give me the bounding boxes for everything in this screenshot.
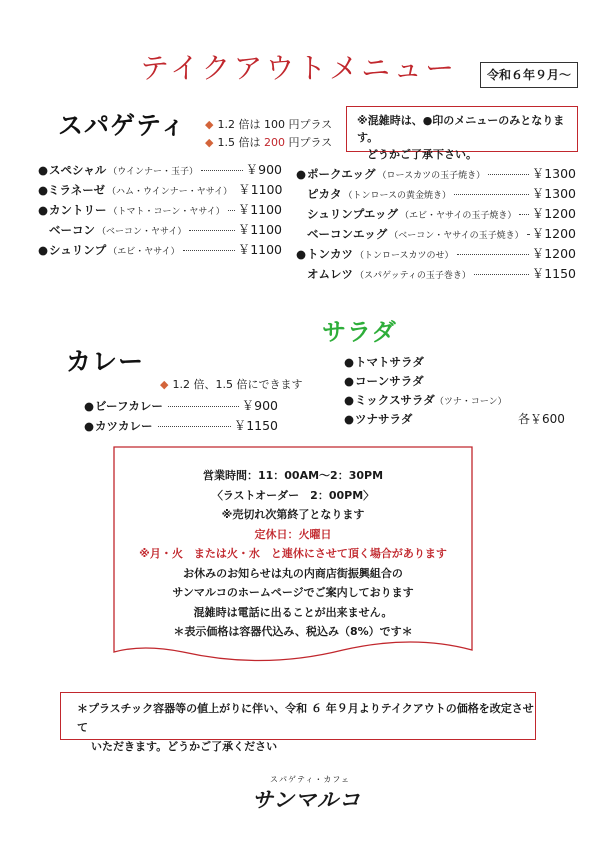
spaghetti-item-price: ￥1100 xyxy=(237,242,282,257)
busy-note-line2: どうかご了承下さい。 xyxy=(367,148,477,161)
egg-dish-item-detail: （ロースカツの玉子焼き） xyxy=(377,171,486,181)
sold-out-note: ※売切れ次第終了となります xyxy=(221,508,365,521)
bullet-mark: ● xyxy=(38,243,49,257)
spaghetti-item-name: ミラネーゼ xyxy=(48,183,105,197)
busy-note-line1: ※混雑時は、●印のメニューのみとなります。 xyxy=(357,114,565,144)
egg-dish-item-detail: （スパゲッティの玉子巻き） xyxy=(355,271,471,281)
egg-dish-item-name: トンカツ xyxy=(307,247,353,261)
egg-dish-item-price: ￥1200 xyxy=(531,246,576,261)
egg-dish-item-detail: （エビ・ヤサイの玉子焼き） xyxy=(399,211,517,221)
leader-dots xyxy=(201,170,243,171)
bullet-mark: ● xyxy=(38,183,49,197)
info-line-2: サンマルコのホームページでご案内しております xyxy=(172,586,414,599)
spaghetti-option-1: ◆ 1.2 倍は 100 円プラス xyxy=(205,118,333,131)
bullet-mark: ● xyxy=(344,355,355,369)
salad-item xyxy=(344,411,412,427)
page-title: テイクアウトメニュー xyxy=(140,51,458,85)
spaghetti-item xyxy=(38,240,282,258)
notice-line-2: いただきます。どうかご了承ください xyxy=(91,740,278,753)
egg-dish-item-name: オムレツ xyxy=(307,267,353,281)
spaghetti-item-name: ベーコン xyxy=(49,223,95,237)
egg-dish-item xyxy=(296,164,576,182)
egg-dish-item-name: ベーコンエッグ xyxy=(307,227,388,241)
salad-price: 各￥600 xyxy=(518,412,565,426)
leader-dots xyxy=(527,234,529,235)
spaghetti-item-detail: （ウインナー・玉子） xyxy=(108,167,199,177)
curry-item xyxy=(84,416,278,434)
spaghetti-option-2: ◆ 1.5 倍は 200 円プラス xyxy=(205,136,333,149)
curry-item xyxy=(84,396,278,414)
closed-day-note: ※月・火 または火・水 と連休にさせて頂く場合があります xyxy=(139,547,447,560)
salad-item-name: トマトサラダ xyxy=(355,355,424,369)
notice-line-1: ＊プラスチック容器等の値上がりに伴い、令和 ６ 年９月よりテイクアウトの価格を改定させて xyxy=(77,702,534,734)
leader-dots xyxy=(228,210,235,211)
egg-dish-item-name: ピカタ xyxy=(307,187,342,201)
egg-dish-item xyxy=(296,264,576,282)
spaghetti-item-name: スペシャル xyxy=(49,163,107,177)
curry-heading: カレー xyxy=(66,347,145,376)
leader-dots xyxy=(183,250,235,251)
curry-item-name: カツカレー xyxy=(95,419,153,433)
spaghetti-item-detail: （エビ・ヤサイ） xyxy=(108,247,180,257)
spaghetti-item-price: ￥1100 xyxy=(237,222,282,237)
info-line-1: お休みのお知らせは丸の内商店街振興組合の xyxy=(183,566,403,580)
egg-dish-item-price: ￥1150 xyxy=(531,266,576,281)
bullet-mark: ● xyxy=(344,393,355,407)
curry-item-name: ビーフカレー xyxy=(95,399,163,413)
leader-dots xyxy=(519,214,528,215)
salad-item xyxy=(344,392,507,408)
spaghetti-item-price: ￥1100 xyxy=(238,182,283,197)
egg-dish-item-name: シュリンプエッグ xyxy=(307,207,398,221)
egg-dish-item xyxy=(296,184,576,202)
egg-dish-item-price: ￥1300 xyxy=(531,166,576,181)
egg-dish-item xyxy=(296,224,576,242)
spaghetti-item xyxy=(38,220,282,238)
diamond-icon: ◆ xyxy=(205,136,214,149)
bullet-mark: ● xyxy=(344,412,355,426)
salad-heading: サラダ xyxy=(322,318,397,346)
closed-day: 定休日：火曜日 xyxy=(254,527,332,541)
salad-item xyxy=(344,354,424,370)
salad-item-detail: （ツナ・コーン） xyxy=(434,397,507,407)
salad-item-name: コーンサラダ xyxy=(355,374,424,388)
spaghetti-item xyxy=(38,200,282,218)
logo-subtitle: スパゲティ・カフェ xyxy=(270,775,350,784)
info-line-3: 混雑時は電話に出ることが出来ません。 xyxy=(193,605,393,619)
egg-dish-item-name: ポークエッグ xyxy=(307,167,376,181)
bullet-mark: ● xyxy=(84,419,95,433)
spaghetti-item-price: ￥900 xyxy=(245,162,282,177)
egg-dish-item-detail: （トンロースカツのせ） xyxy=(355,251,454,261)
spaghetti-item xyxy=(38,180,282,198)
egg-dish-item-detail: （ベーコン・ヤサイの玉子焼き） xyxy=(389,231,524,241)
leader-dots xyxy=(488,174,529,175)
spaghetti-item xyxy=(38,160,282,178)
diamond-icon: ◆ xyxy=(205,118,214,131)
salad-item-name: ツナサラダ xyxy=(355,412,413,426)
spaghetti-item-detail: （トマト・コーン・ヤサイ） xyxy=(108,207,225,217)
bullet-mark: ● xyxy=(296,167,307,181)
curry-item-price: ￥900 xyxy=(241,398,278,413)
leader-dots xyxy=(158,426,231,427)
spaghetti-item-detail: （ベーコン・ヤサイ） xyxy=(97,227,187,237)
egg-dish-item-detail: （トンロースの黄金焼き） xyxy=(343,191,452,201)
egg-dish-item-price: ￥1200 xyxy=(531,226,576,241)
curry-item-price: ￥1150 xyxy=(233,418,278,433)
leader-dots xyxy=(189,230,234,231)
last-order: 〈ラストオーダー 2：00PM〉 xyxy=(211,488,375,502)
info-line-4: ＊表示価格は容器代込み、税込み（8%）です＊ xyxy=(173,625,413,638)
logo: サンマルコ xyxy=(252,788,361,812)
business-info-box xyxy=(113,446,473,668)
egg-dish-item-price: ￥1300 xyxy=(531,186,576,201)
leader-dots xyxy=(168,406,239,407)
business-hours: 営業時間：11：00AM〜2：30PM xyxy=(202,469,384,482)
bullet-mark: ● xyxy=(84,399,95,413)
spaghetti-item-detail: （ハム・ウインナー・ヤサイ） xyxy=(106,187,233,197)
curry-option: ◆ 1.2 倍、1.5 倍にできます xyxy=(160,378,303,391)
bullet-mark: ● xyxy=(38,163,49,177)
egg-dish-item-price: ￥1200 xyxy=(531,206,576,221)
spaghetti-item-name: シュリンプ xyxy=(49,243,107,257)
diamond-icon: ◆ xyxy=(160,378,169,391)
spaghetti-item-price: ￥1100 xyxy=(237,202,282,217)
egg-dish-item xyxy=(296,244,576,262)
salad-item-name: ミックスサラダ xyxy=(355,393,435,407)
bullet-mark: ● xyxy=(296,247,307,261)
leader-dots xyxy=(454,194,529,195)
egg-dish-item xyxy=(296,204,576,222)
bullet-mark: ● xyxy=(38,203,49,217)
bullet-mark: ● xyxy=(344,374,355,388)
leader-dots xyxy=(457,254,529,255)
spaghetti-item-name: カントリー xyxy=(49,203,107,217)
spaghetti-heading: スパゲティ xyxy=(58,111,187,140)
date-label: 令和６年９月〜 xyxy=(480,62,578,88)
busy-note xyxy=(346,106,578,161)
salad-item xyxy=(344,373,424,389)
leader-dots xyxy=(474,274,529,275)
price-revision-notice xyxy=(60,692,536,753)
